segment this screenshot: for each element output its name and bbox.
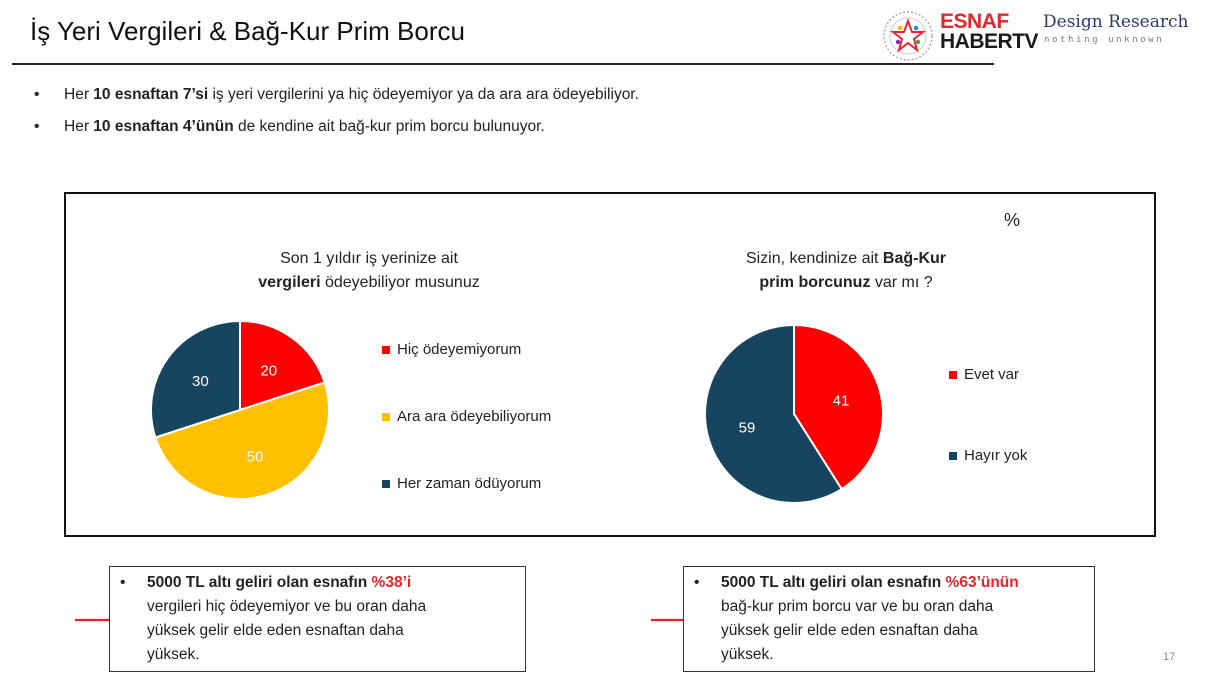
summary-bullet: • Her 10 esnaftan 7’si iş yeri vergilerini ya hiç ödeyemiyor ya da ara ara ödeyebiliyor. bbox=[34, 84, 639, 116]
pie1-legend-item-1: Hiç ödeyemiyorum bbox=[382, 341, 521, 358]
esnaf-seal-logo bbox=[882, 10, 934, 62]
pie2-title: Sizin, kendinize ait Bağ-Kur prim borcunuz var mı ? bbox=[745, 250, 947, 291]
pie-data-label-2: 50 bbox=[246, 448, 264, 466]
page-title: İş Yeri Vergileri & Bağ-Kur Prim Borcu bbox=[30, 16, 465, 46]
esnaf-habertv-logo bbox=[940, 12, 1038, 52]
note-box-taxes: • 5000 TL altı geliri olan esnafın %38’i vergileri hiç ödeyemiyor ve bu oran daha yüksek gelir elde eden esnaftan daha yüksek. bbox=[109, 566, 526, 672]
legend-swatch bbox=[949, 452, 957, 460]
pie1-legend-item-3: Her zaman ödüyorum bbox=[382, 475, 541, 492]
page-number: 17 bbox=[1163, 651, 1176, 663]
pie1-title: Son 1 yıldır iş yerinize ait vergileri ödeyebiliyor musunuz bbox=[258, 250, 480, 291]
pie-chart-taxes bbox=[150, 320, 330, 500]
pie-data-label-1: 20 bbox=[260, 362, 278, 380]
pie-data-label-1: 41 bbox=[832, 392, 850, 410]
legend-swatch bbox=[949, 371, 957, 379]
pie-chart-bagkur bbox=[704, 324, 884, 504]
note-bullet: • bbox=[120, 574, 126, 591]
title-divider bbox=[12, 63, 994, 65]
note-bullet: • bbox=[694, 574, 700, 591]
note-box-bagkur: • 5000 TL altı geliri olan esnafın %63’ünün bağ-kur prim borcu var ve bu oran daha yüksek gelir elde eden esnaftan daha yüksek. bbox=[683, 566, 1095, 672]
summary-bullets bbox=[34, 84, 639, 148]
pie-data-label-2: 59 bbox=[738, 419, 756, 437]
pie-data-label-3: 30 bbox=[192, 373, 209, 391]
legend-swatch bbox=[382, 413, 390, 421]
percent-unit-label: % bbox=[1004, 210, 1021, 230]
pie2-legend-item-2: Hayır yok bbox=[949, 447, 1027, 464]
summary-bullet: • Her 10 esnaftan 4’ünün de kendine ait bağ-kur prim borcu bulunuyor. bbox=[34, 116, 639, 148]
pie1-legend-item-2: Ara ara ödeyebiliyorum bbox=[382, 408, 551, 425]
legend-swatch bbox=[382, 480, 390, 488]
design-research-logo: Design Research bbox=[1043, 12, 1189, 32]
esnaf-logo-line1: ESNAF bbox=[940, 10, 1009, 33]
design-research-tagline: nothing unknown bbox=[1044, 35, 1165, 45]
esnaf-logo-line2: HABERTV bbox=[940, 30, 1039, 53]
legend-swatch bbox=[382, 346, 390, 354]
pie2-legend-item-1: Evet var bbox=[949, 366, 1019, 383]
